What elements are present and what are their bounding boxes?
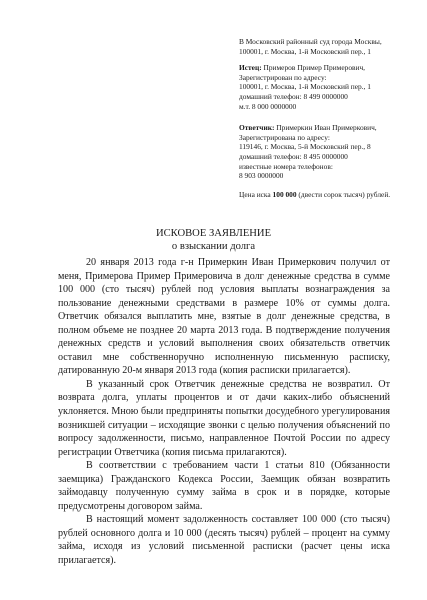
plaintiff-line: Зарегистрирован по адресу: [239, 72, 327, 82]
body-paragraph: 20 января 2013 года г-н Примеркин Иван Примеркович получил от меня, Примерова Пример Примеровича в долг денежные средства в сумме 100 000 (сто тысяч) рублей под условия выплаты вознаграждения за пользование денежными средствами в размере 10% от суммы долга. Ответчик обязался выплатить мне, взятые в долг денежные средства, в полном объеме не позднее 20 марта 2013 года. В подтверждение получения денежных средств и условий выполнения своих обязательств ответчик оставил мне собственноручно исполненную письменную расписку, датированную 20-м января 2013 года (копия расписки прилагается). [58, 257, 390, 377]
claim-price-suffix: (двести сорок тысяч) рублей. [296, 189, 391, 199]
claim-body [58, 256, 390, 568]
plaintiff-block [239, 63, 419, 111]
claim-price-amount: 100 000 [272, 189, 297, 199]
addressee-block [239, 37, 419, 199]
body-paragraph: В указанный срок Ответчик денежные средства не возвратил. От возврата долга, уплаты процентов и от дачи каких-либо объяснений уклоняется. Мною были предприняты попытки досудебного урегулирования возникшей ситуации – исходящие звонки с целью получения объяснений по вопросу задолженности, письмо, направленное Почтой России по адресу регистрации Ответчика (копия письма прилагаются). [58, 378, 390, 458]
plaintiff-label: Истец: [239, 63, 262, 73]
defendant-line: 8 903 0000000 [239, 171, 284, 181]
defendant-line: Зарегистрирована по адресу: [239, 132, 330, 142]
defendant-block [239, 123, 419, 181]
defendant-heading [239, 123, 419, 133]
plaintiff-line: м.т. 8 000 0000000 [239, 101, 297, 111]
title-sub: о взыскании долга [171, 241, 256, 252]
defendant-name: Примеркин Иван Примеркович, [274, 123, 377, 133]
body-paragraph: В соответствии с требованием части 1 статьи 810 (Обязанности заемщика) Гражданского Кодекса России, Заемщик обязан возвратить займодавцу полученную сумму займа в срок и в порядке, которые предусмотрены договором займа. [58, 460, 390, 512]
plaintiff-name: Примеров Пример Примерович, [261, 63, 366, 73]
court-line: В Московский районный суд города Москвы, [239, 37, 382, 46]
claim-price [239, 190, 419, 200]
plaintiff-line: домашний телефон: 8 499 0000000 [239, 91, 348, 101]
title-main: ИСКОВОЕ ЗАЯВЛЕНИЕ [155, 228, 272, 239]
body-paragraph: В настоящий момент задолженность составляет 100 000 (сто тысяч) рублей основного долга и 10 000 (десять тысяч) рублей – процент на сумму займа, исходя из условий письменной расписки (расчет цены иска прилагается). [58, 514, 390, 567]
court-line: 100001, г. Москва, 1-й Московский пер., 1 [239, 46, 371, 56]
plaintiff-line: 100001, г. Москва, 1-й Московский пер., 1 [239, 82, 371, 92]
court-address [239, 37, 419, 56]
document-title [0, 227, 427, 253]
defendant-label: Ответчик: [239, 123, 275, 133]
defendant-line: 119146, г. Москва, 5-й Московский пер., 8 [239, 142, 371, 152]
plaintiff-heading [239, 63, 419, 73]
defendant-line: известные номера телефонов: [239, 161, 333, 171]
claim-price-prefix: Цена иска [239, 189, 273, 199]
defendant-line: домашний телефон: 8 495 0000000 [239, 151, 348, 161]
